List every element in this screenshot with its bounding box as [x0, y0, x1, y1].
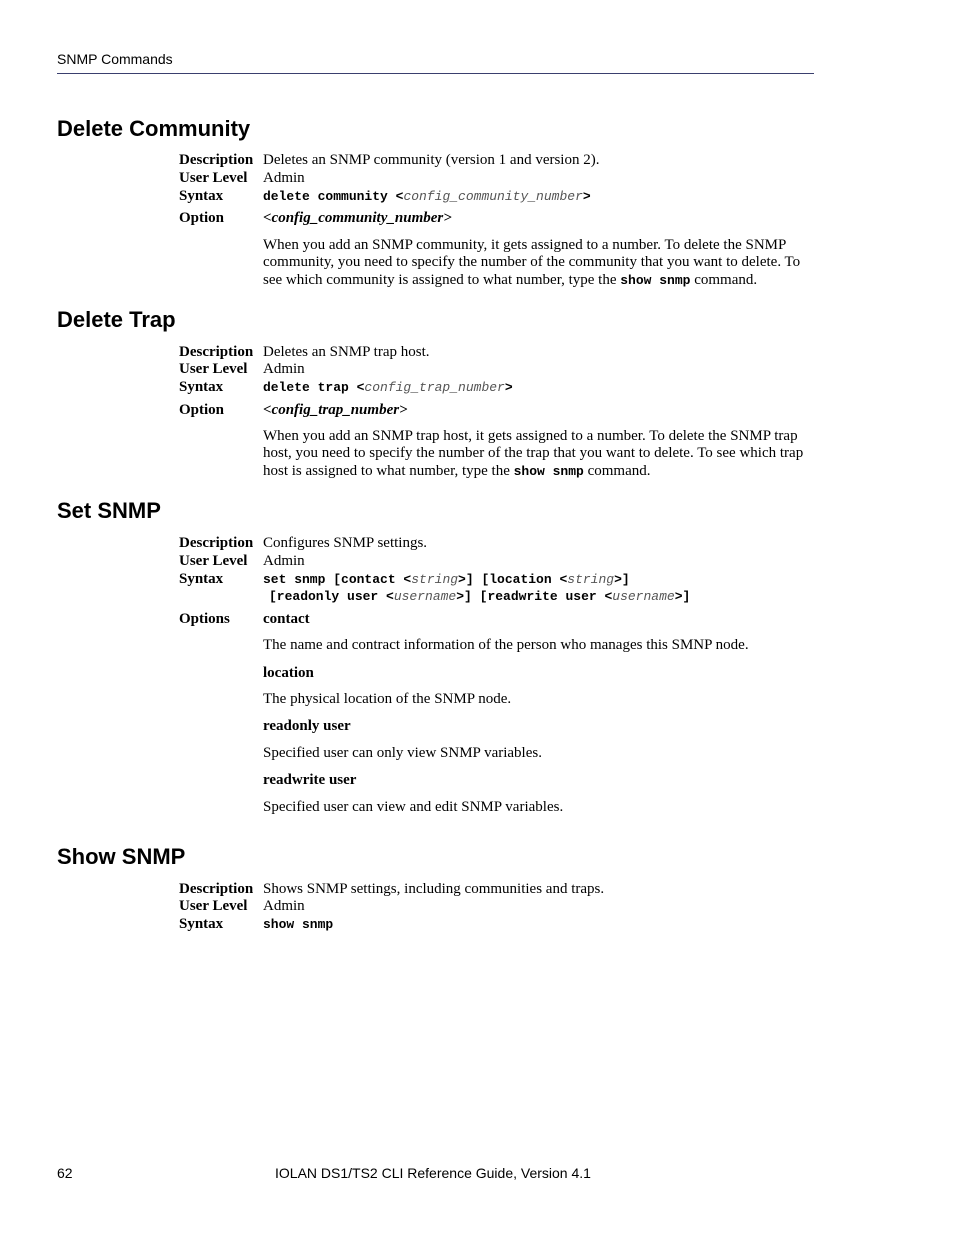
user-level-label: User Level — [179, 361, 248, 377]
page-number: 62 — [57, 1165, 73, 1181]
option-description: When you add an SNMP trap host, it gets assigned to a number. To delete the SNMP trap host, you need to specify the number of the trap that you want to delete. To see which trap host is assigned to what number, type the show snmp command. — [263, 428, 804, 479]
option-name: <config_community_number> — [263, 210, 452, 226]
description-label: Description — [179, 344, 254, 360]
option-text-location: The physical location of the SNMP node. — [263, 691, 512, 707]
option-name-location: location — [263, 665, 314, 681]
section-title-delete-community: Delete Community — [57, 116, 251, 141]
user-level-value: Admin — [263, 898, 305, 914]
user-level-label: User Level — [179, 170, 248, 186]
description-value: Shows SNMP settings, including communities and traps. — [263, 881, 605, 897]
section-title-delete-trap: Delete Trap — [57, 307, 176, 332]
running-header: SNMP Commands — [57, 51, 173, 67]
description-value: Configures SNMP settings. — [263, 535, 428, 551]
user-level-value: Admin — [263, 170, 305, 186]
option-label: Option — [179, 402, 225, 418]
syntax-value: delete community <config_community_number> — [263, 189, 591, 204]
footer-doc-title: IOLAN DS1/TS2 CLI Reference Guide, Version 4.1 — [275, 1165, 591, 1181]
option-name: <config_trap_number> — [263, 402, 408, 418]
option-text-readonly-user: Specified user can only view SNMP variables. — [263, 745, 542, 761]
syntax-label: Syntax — [179, 379, 224, 395]
option-name-contact: contact — [263, 611, 310, 627]
option-name-readwrite-user: readwrite user — [263, 772, 357, 788]
option-text-contact: The name and contract information of the person who manages this SMNP node. — [263, 637, 749, 653]
syntax-label: Syntax — [179, 916, 224, 932]
options-label: Options — [179, 611, 230, 627]
section-title-show-snmp: Show SNMP — [57, 844, 186, 869]
syntax-value: show snmp — [263, 917, 334, 932]
syntax-label: Syntax — [179, 571, 224, 587]
syntax-line-2: [readonly user <username>] [readwrite user <username>] — [269, 589, 691, 604]
user-level-label: User Level — [179, 553, 248, 569]
user-level-value: Admin — [263, 553, 305, 569]
description-value: Deletes an SNMP trap host. — [263, 344, 430, 360]
user-level-value: Admin — [263, 361, 305, 377]
description-label: Description — [179, 535, 254, 551]
syntax-value: delete trap <config_trap_number> — [263, 380, 513, 395]
header-rule — [57, 73, 814, 74]
option-name-readonly-user: readonly user — [263, 718, 351, 734]
description-label: Description — [179, 881, 254, 897]
description-value: Deletes an SNMP community (version 1 and version 2). — [263, 152, 600, 168]
description-label: Description — [179, 152, 254, 168]
syntax-label: Syntax — [179, 188, 224, 204]
section-title-set-snmp: Set SNMP — [57, 498, 161, 523]
syntax-line-1: set snmp [contact <string>] [location <string>] — [263, 572, 630, 587]
option-text-readwrite-user: Specified user can view and edit SNMP variables. — [263, 799, 564, 815]
option-label: Option — [179, 210, 225, 226]
user-level-label: User Level — [179, 898, 248, 914]
option-description: When you add an SNMP community, it gets assigned to a number. To delete the SNMP community, you need to specify the number of the community that you want to delete. To see which community is assigned to what number, type the show snmp command. — [263, 237, 801, 288]
